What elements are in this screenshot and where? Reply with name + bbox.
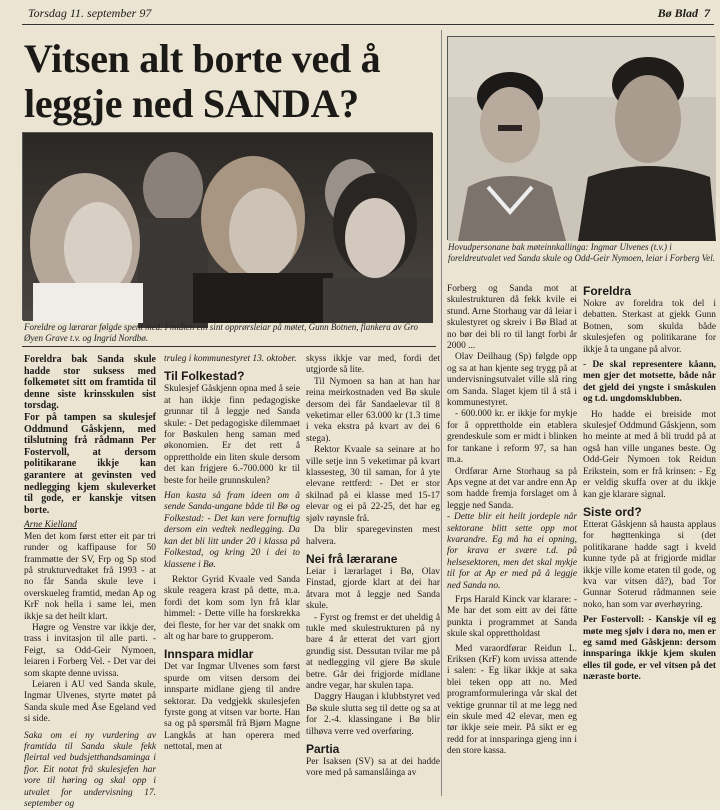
paragraph: Da blir sparegevinsten mest halvera. [306, 525, 440, 547]
headline-line-1: Vitsen alt borte ved å [24, 36, 381, 81]
paragraph: Leiaren i AU ved Sanda skule, Ingmar Ulvenes, styrte møtet på Sanda skule med Åse Egeland ved si side. [24, 680, 156, 725]
article-column-1 [24, 354, 156, 810]
audience-photo-image [23, 133, 433, 321]
subheading-siste-ord: Siste ord? [583, 504, 642, 519]
paragraph: Høgre og Venstre var ikkje der, trass i invitasjon til alle parti. - Feigt, sa Odd-Geir Nymoen, leiaren i Forberg Vel. - Det var dei som skapte denne uvissa. [24, 622, 156, 679]
article-column-2 [164, 354, 300, 754]
paragraph: Det var Ingmar Ulvenes som først spurde om vitsen dersom dei innsparte midlane gjeng til andre sektorar. Da vedgjekk skulesjefen fyrste gong at vitsen var borte. Han sa og på spørsmål frå Bjørn Magne Langkås at han operera med nettotal, men at [164, 662, 300, 753]
paragraph-italic: - Dette blir eit heilt jordeple når sektorane blitt sette opp mot kvarandre. Eg må ha ei opning, for krava er svære t.d. på helsesektoren, men det skal mykje til for at Ap er med på å leggje ned Sanda no. [447, 512, 577, 591]
column-divider [441, 30, 442, 796]
paragraph: Rektor Gyrid Kvaale ved Sanda skule reagera krast på dette, m.a. fordi det kom som lyn frå klar himmel: - Dette ville ha forskrekka dei fleste, for her var det snakk om alt og har bare to grupperom. [164, 574, 300, 642]
paragraph: Nokre av foreldra tok del i debatten. Sterkast at gjekk Gunn Botnen, som skulda både skulesjefen og politikarane for ikkje å ta ungane på alvor. [583, 299, 716, 355]
paragraph: Frps Harald Kinck var klarare: - Me har det som eitt av dei fåtte punkta i programmet at Sanda skule skal opprettholdast [447, 594, 577, 640]
paragraph: Ho hadde ei breiside mot skulesjef Oddmund Gåskjenn, som ho meinte at med å bli trudd på at også han ville unganes beste. Og Odd-Geir Nymoen tok Reidun Erikstein, som er frå krinsen: - Eg er veldig skuffa over at du ikkje kan gje klarare signal. [583, 409, 716, 500]
paper-name [658, 6, 710, 21]
paragraph: Per Isaksen (SV) sa at dei hadde vore med på samanslåinga av [306, 757, 440, 779]
paragraph-bold: - De skal representere kåann, men gjer det motsette, både når det gjeld dei yngste i småskulen og t.d. ungdomsklubben. [583, 360, 716, 405]
header-rule [22, 24, 714, 25]
audience-photo-caption: Foreldre og lærarar følgde spent med. I midten ein sint opprørsleiar på møtet, Gunn Botnen, flankera av Gro Øyen Grave t.v. og Ingrid Nordbø. [24, 322, 418, 343]
headline [24, 36, 444, 126]
paragraph: Men det kom først etter eit par tri runder og kaffipause for 50 frammøtte der SV, Frp og Sp stod på strukturvedtaket frå 1993 - at no får Sanda skule leve i overskueleg framtid, medan Ap og KrF nok hella i same lei, men ikkje sa det heilt klart. [24, 531, 156, 622]
paragraph: - 600.000 kr. er ikkje for mykje for å opprettholde ein etablera grendeskule som er midt i blinken for tankane i reform 97, sa han m.a. [447, 409, 577, 466]
paragraph-italic: Han kasta så fram ideen om å sende Sanda-ungane både til Bø og Folkestad: - Det kan vere fornuftig dersom ein vedtek nedlegging. Da kan det bli litt under 20 i klassa på Folkestad, og kring 20 i dei to klassene i Bø. [164, 491, 300, 570]
paragraph: - Fyrst og fremst er det uheldig å tukle med skulestrukturen på ny bare 4 år etterat det vart gjort grundig sist. Dessutan tvilar me på at nedlegging vil gjere Bø skule betre. Går dei frigjorde midlane andre vegar, har skulen tapa. [306, 612, 440, 691]
paragraph: Skulesjef Gåskjenn opna med å seie at han ikkje finn pedagogiske grunnar til å leggje ned Sanda skule: - Det pedagogiske dilemmaet for Bøskulen heng saman med økonomien. Er det rett å opprettholde ein liten skule dersom det kan frigjere 6.-700.000 kr til beste for heile grunnskulen? [164, 384, 300, 486]
paragraph-italic: Saka om ei ny vurdering av framtida til Sanda skule fekk fleirtal ved budsjetthandsaminga i fjor. Eit notat frå skulesjefen har vore til høring og skal opp i utvalet for undervisning 17. september og [24, 730, 156, 810]
paragraph: Til Nymoen sa han at han har reina meirkostnaden ved Bø skule dersom dei får Sandaelevar til 8 veketimar eller 63.000 kr (1.3 time i veka ekstra på kvart av dei 6 stega). [306, 376, 440, 444]
article-lead: Foreldra bak Sanda skule hadde stor suksess med folkemøtet sitt om framtida til denne siste krinsskulen sist torsdag. [24, 354, 156, 412]
organisers-photo-image [448, 37, 716, 241]
subheading-nei-fra-lararane: Nei frå lærarane [306, 551, 398, 566]
article-column-3 [306, 354, 440, 780]
issue-date: Torsdag 11. september 97 [28, 6, 152, 20]
paragraph: Rektor Kvaale sa seinare at ho ville setje inn 5 veketimar på kvart klassesteg, 30 til saman, for å yte elevane rettferd: - Det er stor skilnad på ei klasse med 15-17 elevar og ei på 22-25, det har eg sjølv røynsle frå. [306, 445, 440, 524]
article-column-5 [583, 284, 716, 684]
meeting-audience-photo [22, 132, 432, 320]
subheading-til-folkestad: Til Folkestad? [164, 369, 245, 384]
paragraph: Forberg og Sanda mot at skulestrukturen då fekk kvile ei stund. Arne Storhaug var då leiar i skulestyret og skreiv i Bø Blad at no bør dei bli ro til langt forbi år 2000 ... [447, 284, 577, 352]
article-lead-2: For på tampen sa skulesjef Oddmund Gåskjenn, med tilslutning frå rådmann Per Fostervoll, at dersom politikarane ikkje kan garantere at gevinsten ved nedlegging kjem skuleverket til gode, er kanskje vitsen borte. [24, 411, 156, 516]
paragraph: Med varaordførar Reidun L. Eriksen (KrF) kom uvissa attende i salen: - Eg likar ikkje at saka blei teken opp att no. Med programformuleringa vår skal det vektige grunnar til at me legg ned ein skule med 42 elevar, men eg tør ikkje seie meir. På sikt er eg redd for at innsparinga gjeng inn i den store kassa. [447, 643, 577, 757]
page-number: 7 [704, 6, 710, 20]
subheading-foreldra: Foreldra [583, 284, 632, 298]
paper-title: Bø Blad [657, 6, 698, 20]
subheading-innspara-midlar: Innspara midlar [164, 647, 254, 662]
paragraph: Olav Deilhaug (Sp) følgde opp og sa at han kjente seg trygg på at undervisningsutvalet ville slå ring om Sanda. Slaget kjem til å stå i kommunestyret. [447, 352, 577, 409]
organisers-photo [447, 36, 715, 240]
paragraph-bold: Per Fostervoll: - Kanskje vil eg møte meg sjølv i døra no, men er eg samd med Gåskjenn: dersom innsparinga ikkje kjem skulen elles til gode, er vel vitsen på det næraste borte. [583, 615, 716, 683]
organisers-photo-caption: Hovudpersonane bak møteinnkallinga: Ingmar Ulvenes (t.v.) i foreldreutvalet ved Sanda skule og Odd-Geir Nymoen, leiar i Forberg Vel. [448, 242, 715, 263]
paragraph: Leiar i lærarlaget i Bø, Olav Finstad, gjorde klart at dei har åtvara mot å leggje ned Sanda skule. [306, 566, 440, 612]
paragraph-italic: truleg i kommunestyret 13. oktober. [164, 354, 297, 364]
subheading-partia: Partia [306, 742, 340, 756]
headline-line-2: leggje ned SANDA? [24, 81, 359, 126]
paragraph: Daggry Haugan i klubbstyret ved Bø skule slutta seg til dette og sa at for 2.-4. klassingane i Bø blir tilhøva verre ved overføring. [306, 692, 440, 737]
paragraph: skyss ikkje var med, fordi det utgjorde så lite. [306, 354, 440, 376]
photo-caption-rule [22, 346, 436, 347]
byline: Arne Kielland [24, 520, 77, 531]
paragraph: Ordførar Arne Storhaug sa på Aps vegne at det var andre enn Ap som hadde fremja forslaget om å leggje ned Sanda. [447, 466, 577, 511]
article-column-4 [447, 284, 577, 758]
paragraph: Etterat Gåskjenn så hausta applaus for høgttenkinga si (det politikarane hadde sagt i kveld kunne tyde på at frigjorde midlar ikkje ville kome etaten til gode, og kva var vitsen då?), bad Tor Gunnar Soterud rådmannen seie noko, han som var øverhøyring. [583, 519, 716, 610]
